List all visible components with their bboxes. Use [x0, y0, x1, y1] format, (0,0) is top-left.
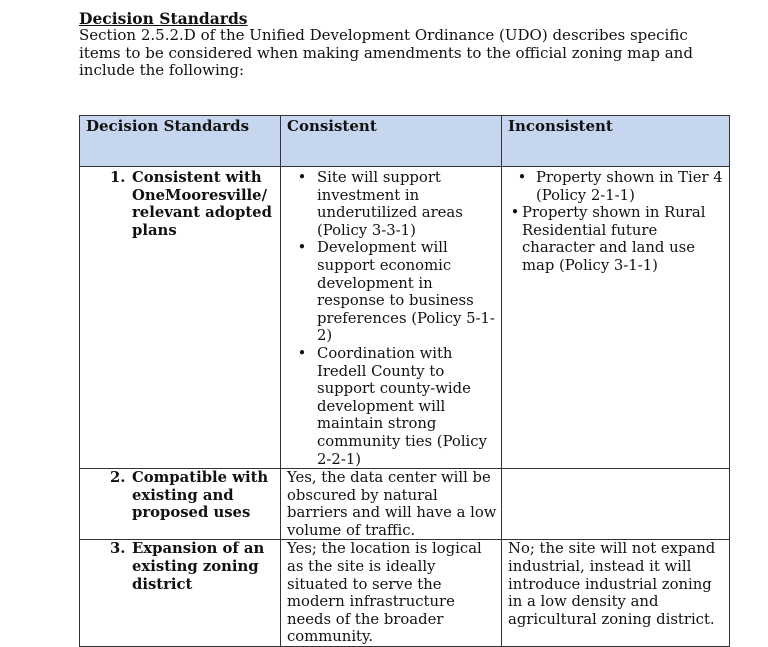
consistent-cell: Yes; the location is logical as the site is ideally situated to serve the modern infrastructure needs of the broader community.: [281, 540, 502, 647]
bullet-icon: •: [517, 169, 527, 186]
list-item: • Property shown in Tier 4 (Policy 2-1-1): [508, 169, 725, 204]
inconsistent-cell: No; the site will not expand industrial, instead it will introduce industrial zoning in a low density and agricultural zoning district.: [502, 540, 730, 647]
standard-number: 2.: [110, 469, 126, 487]
standard-text: Compatible with existing and proposed uses: [132, 469, 269, 522]
bullet-icon: •: [510, 204, 520, 222]
standard-cell: [80, 540, 281, 647]
decision-standards-table: [79, 115, 730, 647]
table-row: [80, 167, 730, 469]
list-item: • Development will support economic development in response to business preferences (Policy 5-1-2): [287, 239, 497, 345]
list-item: • Property shown in Rural Residential future character and land use map (Policy 3-1-1): [508, 204, 725, 274]
list-item: • Coordination with Iredell County to support county-wide development will maintain strong community ties (Policy 2-2-1): [287, 345, 497, 468]
consistent-cell: [281, 167, 502, 469]
bullet-icon: •: [297, 239, 307, 257]
table-row: [80, 540, 730, 647]
standard-text: Expansion of an existing zoning district: [132, 540, 265, 593]
standard-cell: [80, 469, 281, 540]
table-row: [80, 469, 730, 540]
consistent-cell: Yes, the data center will be obscured by natural barriers and will have a low volume of traffic.: [281, 469, 502, 540]
inconsistent-cell: [502, 469, 730, 540]
standard-text: Consistent with OneMooresville/ relevant adopted plans: [132, 169, 272, 239]
section-heading: Decision Standards: [79, 9, 248, 28]
bullet-icon: •: [297, 169, 307, 186]
standard-number: 1.: [110, 169, 126, 186]
standard-number: 3.: [110, 540, 126, 558]
list-item: • Site will support investment in underutilized areas (Policy 3-3-1): [287, 169, 497, 239]
inconsistent-cell: [502, 167, 730, 469]
intro-paragraph: Section 2.5.2.D of the Unified Development Ordinance (UDO) describes specific items to be considered when making amendments to the official zoning map and include the following:: [79, 26, 693, 79]
column-header: Consistent: [281, 116, 502, 167]
table-header-row: [80, 116, 730, 167]
standard-cell: [80, 167, 281, 469]
bullet-icon: •: [297, 344, 307, 362]
column-header: Inconsistent: [502, 116, 730, 167]
column-header: Decision Standards: [80, 116, 281, 167]
